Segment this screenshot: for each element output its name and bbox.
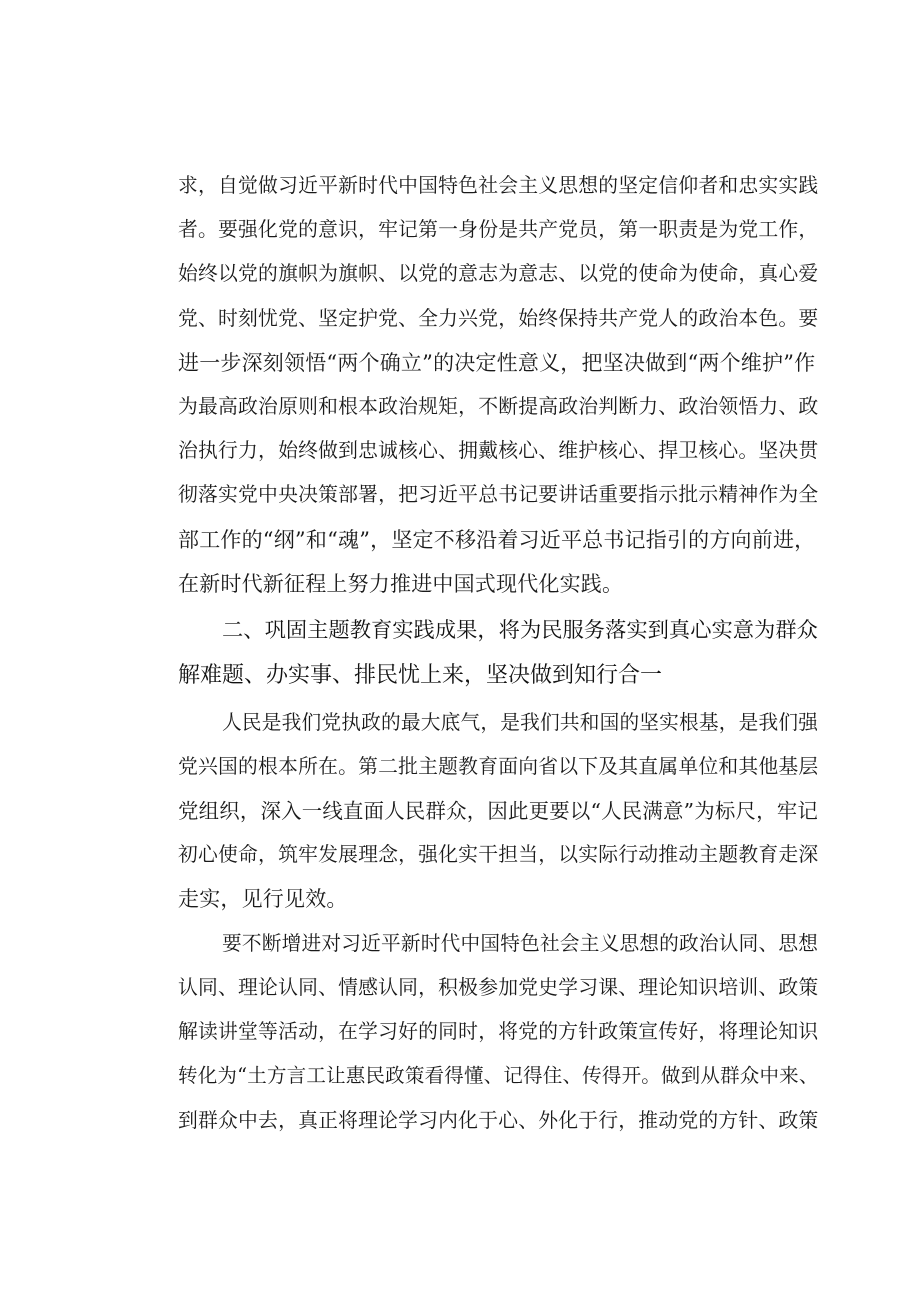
- paragraph-line: 初心使命，筑牢发展理念，强化实干担当，以实际行动推动主题教育走深: [178, 843, 819, 866]
- paragraph-line: 求，自觉做习近平新时代中国特色社会主义思想的坚定信仰者和忠实实践: [178, 174, 819, 197]
- paragraph-line: 进一步深刻领悟“两个确立”的决定性意义，把坚决做到“两个维护”作: [178, 351, 816, 375]
- paragraph-line: 党组织，深入一线直面人民群众，因此更要以“人民满意”为标尺，牢记: [178, 799, 818, 823]
- section-heading: 解难题、办实事、排民忧上来，坚决做到知行合一: [178, 663, 663, 688]
- paragraph-line: 党、时刻忧党、坚定护党、全力兴党，始终保持共产党人的政治本色。要: [178, 307, 819, 330]
- paragraph-line: 人民是我们党执政的最大底气，是我们共和国的坚实根基，是我们强: [222, 711, 819, 734]
- paragraph-line: 转化为“土方言工让惠民政策看得懂、记得住、传得开。做到从群众中来、: [178, 1064, 819, 1087]
- paragraph-line: 彻落实党中央决策部署，把习近平总书记要讲话重要指示批示精神作为全: [178, 483, 819, 506]
- paragraph-line: 认同、理论认同、情感认同，积极参加党史学习课、理论知识培训、政策: [178, 976, 819, 999]
- section-heading: 二、巩固主题教育实践成果，将为民服务落实到真心实意为群众: [222, 618, 818, 643]
- paragraph-line: 要不断增进对习近平新时代中国特色社会主义思想的政治认同、思想: [222, 932, 819, 955]
- paragraph-line: 部工作的“纲”和“魂”，坚定不移沿着习近平总书记指引的方向前进，: [178, 528, 816, 552]
- paragraph-line: 始终以党的旗帜为旗帜、以党的意志为意志、以党的使命为使命，真心爱: [178, 262, 819, 285]
- paragraph-line: 解读讲堂等活动，在学习好的同时，将党的方针政策宣传好，将理论知识: [178, 1020, 819, 1043]
- paragraph-line: 到群众中去，真正将理论学习内化于心、外化于行，推动党的方针、政策: [178, 1109, 819, 1132]
- paragraph-line: 在新时代新征程上努力推进中国式现代化实践。: [178, 572, 624, 596]
- paragraph-line: 党兴国的根本所在。第二批主题教育面向省以下及其直属单位和其他基层: [178, 755, 819, 778]
- paragraph-line: 治执行力，始终做到忠诚核心、拥戴核心、维护核心、捍卫核心。坚决贯: [178, 439, 819, 462]
- paragraph-line: 者。要强化党的意识，牢记第一身份是共产党员，第一职责是为党工作，: [178, 218, 819, 241]
- paragraph-line: 为最高政治原则和根本政治规矩，不断提高政治判断力、政治领悟力、政: [178, 395, 819, 418]
- paragraph-line: 走实，见行见效。: [178, 887, 348, 911]
